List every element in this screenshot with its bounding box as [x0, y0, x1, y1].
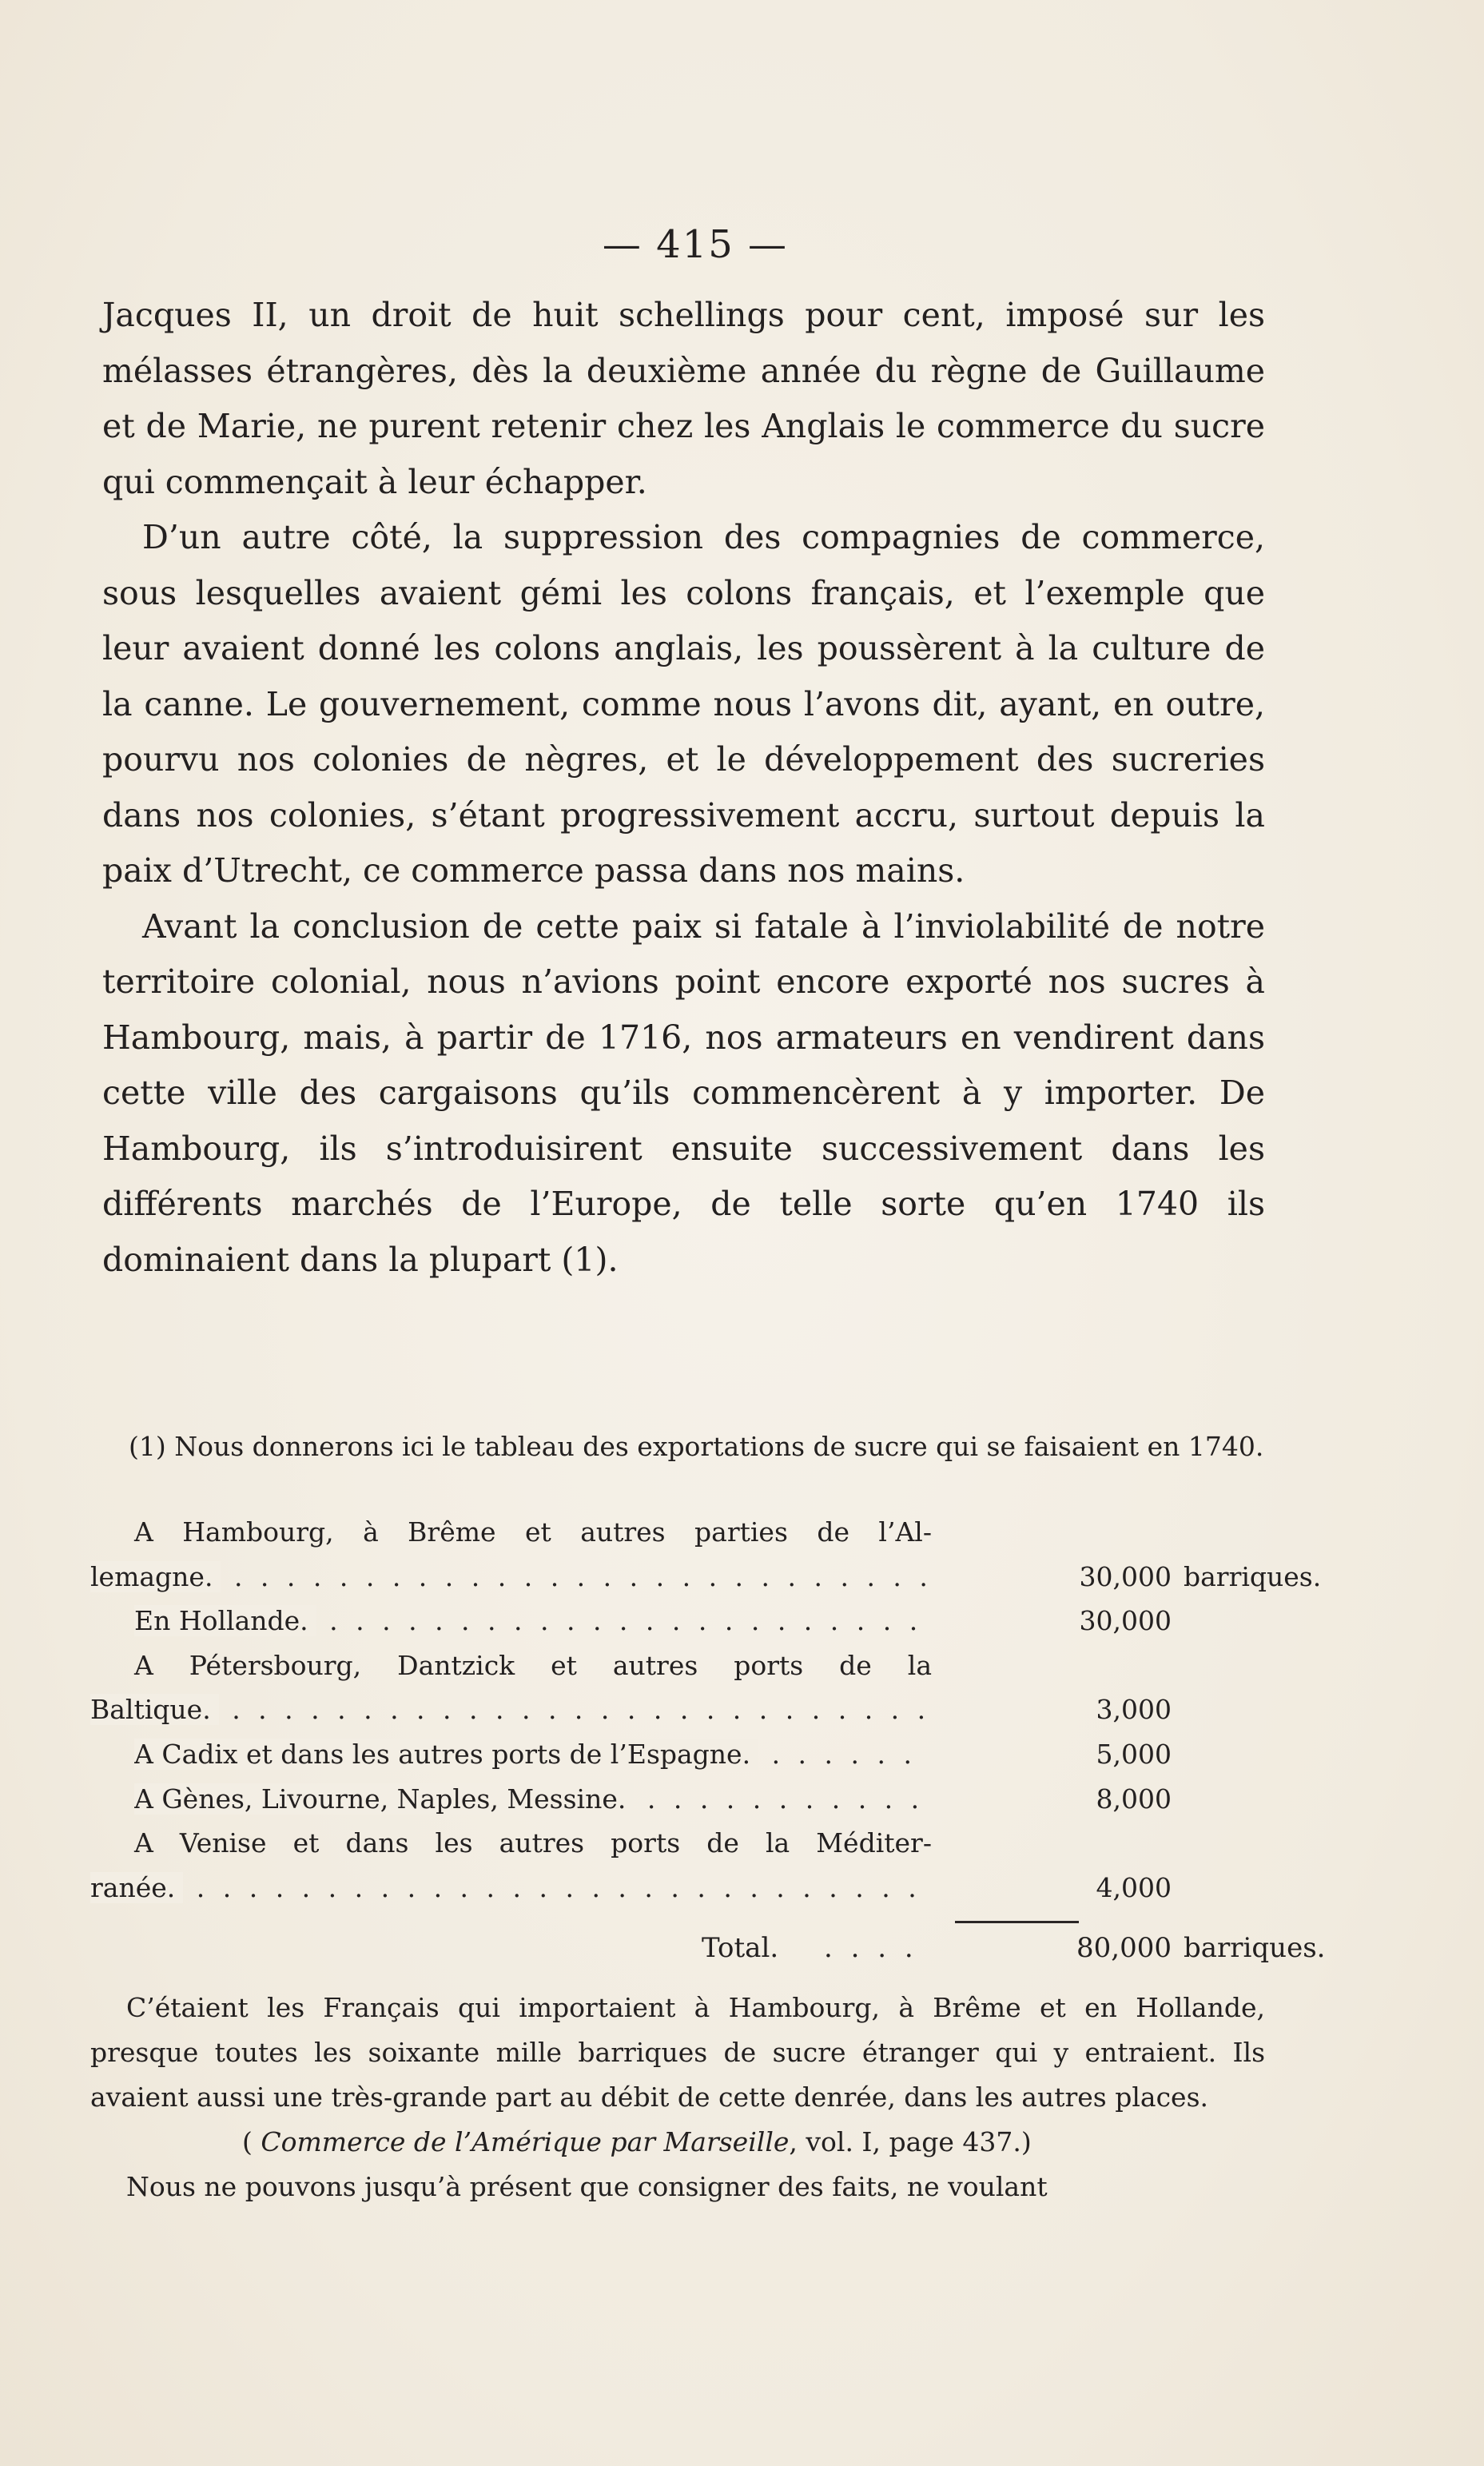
- citation-rest: , vol. I, page 437.): [789, 2126, 1032, 2157]
- total-label: Total.: [702, 1932, 779, 1964]
- total-value: 80,000: [1076, 1932, 1172, 1964]
- table-row: [90, 1821, 1265, 1866]
- total-unit: barriques.: [1184, 1932, 1326, 1964]
- row-label: ranée.: [90, 1872, 183, 1903]
- table-row: [90, 1599, 1265, 1643]
- footnote-after-text: C’étaient les Français qui importaient à Hambourg, à Brême et en Hollande, presque toutes les soixante mille barriques de sucre étranger qui y entraient. Ils avaient aussi une très-grande part au débit de cette denrée, dans les autres places.: [90, 1992, 1265, 2113]
- row-label: Baltique.: [90, 1694, 219, 1725]
- row-value: 8,000: [1096, 1783, 1172, 1815]
- export-table: [90, 1510, 1322, 1910]
- table-row: [90, 1643, 1265, 1688]
- row-label-line1: A Venise et dans les autres ports de la Méditer-: [134, 1827, 932, 1859]
- footnote-last-line: Nous ne pouvons jusqu’à présent que consigner des faits, ne voulant: [126, 2171, 1048, 2202]
- row-value: 5,000: [1096, 1738, 1172, 1770]
- paragraph-3: Avant la conclusion de cette paix si fatale à l’inviolabilité de notre territoire colonial, nous n’avions point encore exporté nos sucres à Hambourg, mais, à partir de 1716, nos armateurs en vendirent dans cette ville des cargaisons qu’ils commencèrent à y importer. De Hambourg, ils s’introduisirent ensuite successivement dans les différents marchés de l’Europe, de telle sorte qu’en 1740 ils dominaient dans la plupart (1).: [102, 906, 1265, 1279]
- row-label: A Gènes, Livourne, Naples, Messine.: [134, 1783, 634, 1815]
- row-value: 30,000: [1079, 1605, 1172, 1637]
- row-label: En Hollande.: [134, 1605, 316, 1636]
- table-row: [90, 1555, 1322, 1600]
- total-row: [90, 1926, 1326, 1971]
- table-row: [90, 1732, 1265, 1777]
- row-label-line1: A Pétersbourg, Dantzick et autres ports de la: [134, 1649, 932, 1681]
- row-value: 30,000: [1079, 1560, 1172, 1592]
- footnote-intro: [90, 1424, 1265, 1469]
- total-rule: [955, 1921, 1079, 1923]
- paragraph-2: D’un autre côté, la suppression des compagnies de commerce, sous lesquelles avaient gémi les colons français, et l’exemple que leur avaient donné les colons anglais, les poussèrent à la culture de la canne. Le gouvernement, comme nous l’avons dit, ayant, en outre, pourvu nos colonies de nègres, et le développement des sucreries dans nos colonies, s’étant progressivement accru, surtout depuis la paix d’Utrecht, ce commerce passa dans nos mains.: [102, 518, 1265, 890]
- row-value: 4,000: [1096, 1871, 1172, 1903]
- row-unit: barriques.: [1184, 1560, 1322, 1592]
- row-label: A Cadix et dans les autres ports de l’Espagne.: [134, 1739, 758, 1770]
- footnote-intro-text: (1) Nous donnerons ici le tableau des exportations de sucre qui se faisaient en 1740.: [129, 1431, 1264, 1462]
- citation: [90, 2120, 1265, 2165]
- row-label-line1: A Hambourg, à Brême et autres parties de l’Al-: [134, 1516, 932, 1548]
- table-row: [90, 1510, 1265, 1555]
- row-value: 3,000: [1096, 1694, 1172, 1726]
- paragraph-1: Jacques II, un droit de huit schellings pour cent, imposé sur les mélasses étrangères, dès la deuxième année du règne de Guillaume et de Marie, ne purent retenir chez les Anglais le commerce du sucre qui commençait à leur échapper.: [102, 296, 1265, 501]
- citation-open: (: [242, 2126, 253, 2157]
- citation-title: Commerce de l’Amérique par Marseille: [261, 2126, 790, 2157]
- total-dots: . . . .: [824, 1932, 918, 1964]
- table-row: [90, 1687, 1265, 1732]
- table-row: [90, 1866, 1265, 1910]
- table-row: [90, 1777, 1265, 1822]
- page-number: — 415 —: [602, 222, 789, 267]
- row-label: lemagne.: [90, 1561, 221, 1592]
- footnote-after: [90, 1986, 1265, 2209]
- main-text: [102, 288, 1265, 1288]
